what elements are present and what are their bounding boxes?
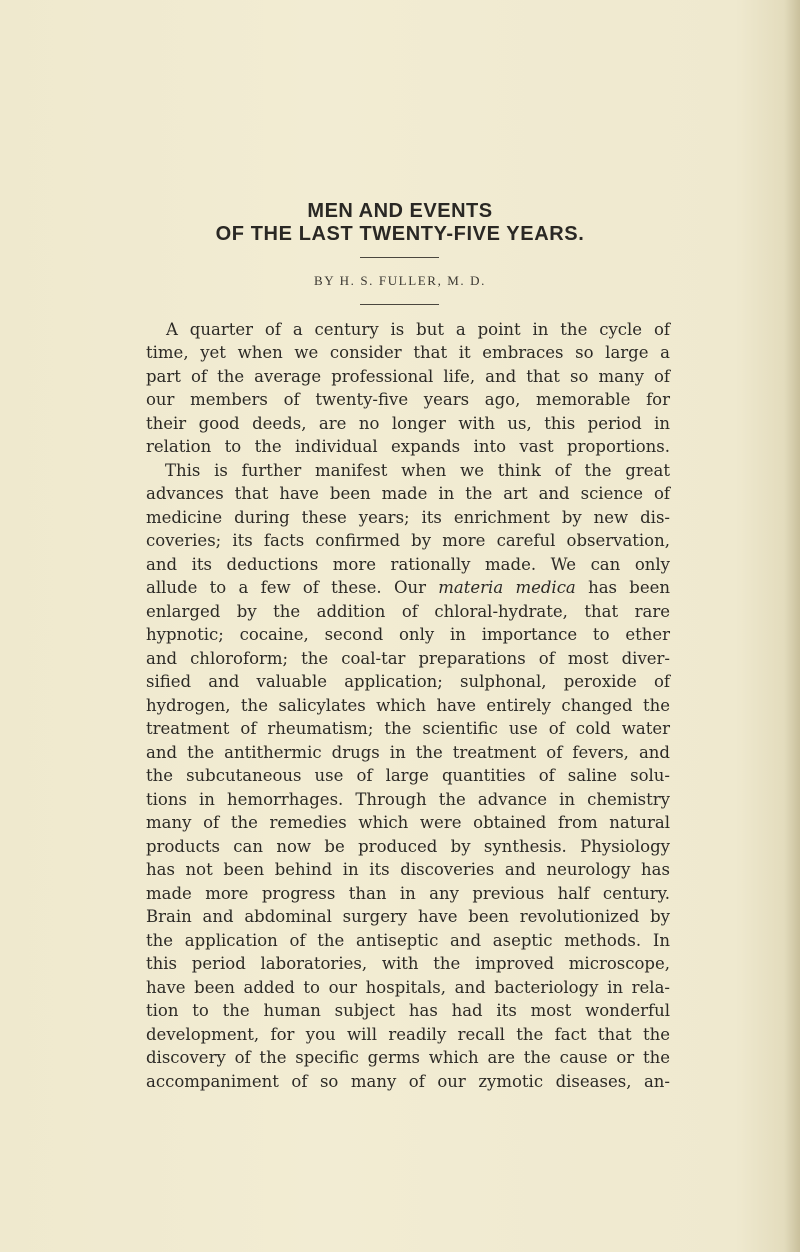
body-line: coveries; its facts confirmed by more careful observation,	[146, 531, 670, 550]
body-line: tion to the human subject has had its most wonderful	[146, 1001, 670, 1020]
body-line: made more progress than in any previous half century.	[146, 884, 670, 903]
italic-phrase: materia medica	[438, 578, 576, 597]
body-line: hypnotic; cocaine, second only in importance to ether	[146, 625, 670, 644]
body-line: This is further manifest when we think of the great	[165, 461, 670, 480]
body-line: development, for you will readily recall the fact that the	[146, 1025, 670, 1044]
body-line: advances that have been made in the art and science of	[146, 484, 670, 503]
body-line: have been added to our hospitals, and bacteriology in rela-	[146, 978, 670, 997]
title-line-2: OF THE LAST TWENTY-FIVE YEARS.	[215, 223, 585, 245]
body-line: and the antithermic drugs in the treatment of fevers, and	[146, 743, 670, 762]
body-line: enlarged by the addition of chloral-hydrate, that rare	[146, 602, 670, 621]
body-line: their good deeds, are no longer with us, this period in	[146, 414, 670, 433]
body-line: the subcutaneous use of large quantities of saline solu-	[146, 766, 670, 785]
body-line: many of the remedies which were obtained from natural	[146, 813, 670, 832]
body-line: products can now be produced by synthesis. Physiology	[146, 837, 670, 856]
body-line: sified and valuable application; sulphonal, peroxide of	[146, 672, 670, 691]
line-text-end: has been	[588, 578, 670, 597]
body-line: part of the average professional life, and that so many of	[146, 367, 670, 386]
body-line: A quarter of a century is but a point in the cycle of	[166, 320, 670, 339]
author-byline: BY H. S. FULLER, M. D.	[314, 273, 486, 288]
body-line: our members of twenty-five years ago, memorable for	[146, 390, 670, 409]
title-line-1: MEN AND EVENTS	[307, 200, 493, 222]
body-line: relation to the individual expands into vast proportions.	[146, 437, 670, 456]
body-line: accompaniment of so many of our zymotic diseases, an-	[146, 1072, 670, 1091]
byline-rule	[360, 304, 439, 305]
body-line: this period laboratories, with the improved microscope,	[146, 954, 670, 973]
body-line: hydrogen, the salicylates which have entirely changed the	[146, 696, 670, 715]
body-line: and chloroform; the coal-tar preparations of most diver-	[146, 649, 670, 668]
body-line-mixed	[146, 576, 670, 600]
body-line: medicine during these years; its enrichment by new dis-	[146, 508, 670, 527]
line-text-start: allude to a few of these. Our	[146, 578, 426, 597]
body-line: and its deductions more rationally made. We can only	[146, 555, 670, 574]
body-line: the application of the antiseptic and aseptic methods. In	[146, 931, 670, 950]
title-rule	[360, 257, 439, 258]
body-line: Brain and abdominal surgery have been revolutionized by	[146, 907, 670, 926]
body-line: time, yet when we consider that it embraces so large a	[146, 343, 670, 362]
body-line: treatment of rheumatism; the scientific use of cold water	[146, 719, 670, 738]
body-line: discovery of the specific germs which are the cause or the	[146, 1048, 670, 1067]
body-line: has not been behind in its discoveries and neurology has	[146, 860, 670, 879]
body-line: tions in hemorrhages. Through the advance in chemistry	[146, 790, 670, 809]
